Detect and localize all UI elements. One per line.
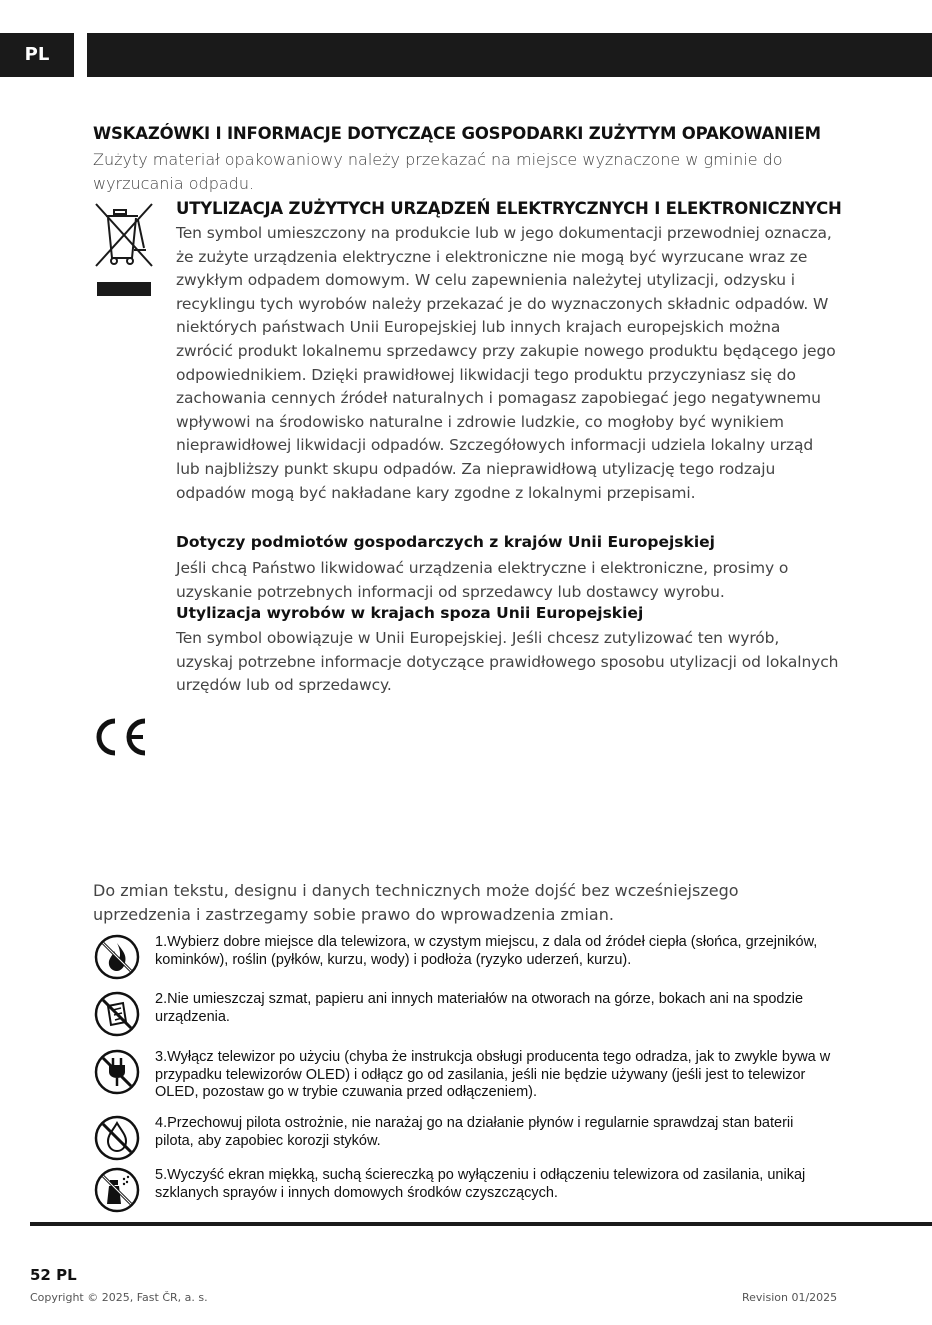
tip-item	[93, 1048, 833, 1098]
no-spray-icon	[93, 1166, 141, 1214]
footer-divider	[30, 1222, 932, 1226]
copyright: Copyright © 2025, Fast ČR, a. s.	[30, 1291, 208, 1304]
page-number: 52 PL	[30, 1266, 77, 1284]
tip-text: 1.Wybierz dobre miejsce dla telewizora, w czystym miejscu, z dala od źródeł ciepła (słońca, grzejników, kominków), roślin (pyłków, kurzu, wody) i podłoża (ryzyko uderzeń, kurzu).	[155, 934, 818, 968]
packaging-heading: WSKAZÓWKI I INFORMACJE DOTYCZĄCE GOSPODARKI ZUŻYTYM OPAKOWANIEM	[93, 124, 821, 143]
packaging-text: Zużyty materiał opakowaniowy należy przekazać na miejsce wyznaczone w gminie do wyrzucania odpadu.	[93, 150, 783, 193]
weee-text: Ten symbol umieszczony na produkcie lub w jego dokumentacji przewodniej oznacza, że zużyte urządzenia elektryczne i elektroniczne nie mogą być wyrzucane wraz ze zwykłym odpadem domowym. W celu zapewnienia należytej utylizacji, odzysku i recyklingu tych wyrobów należy przekazać je do wyznaczonych składnic odpadów. W niektórych państwach Unii Europejskiej lub innych krajach europejskich można zwrócić produkt lokalnemu sprzedawcy przy zakupie nowego produktu będącego jego odpowiednikiem. Dzięki prawidłowej likwidacji tego produktu przyczyniasz się do zachowania cennych źródeł naturalnych i pomagasz zapobiegać jego negatywnemu wpływowi na środowisko naturalne i zdrowie ludzkie, co mogłoby być wynikiem nieprawidłowej likwidacji odpadów. Szczegółowych informacji udziela lokalny urząd lub najbliższy punkt skupu odpadów. Za nieprawidłową utylizację tego rodzaju odpadów mogą być nakładane kary zgodne z lokalnymi przepisami.	[176, 224, 836, 502]
tip-text: 3.Wyłącz telewizor po użyciu (chyba że instrukcja obsługi producenta tego odradza, jak to zwykle bywa w przypadku telewizorów OLED) i odłącz go od zasilania, jeśli nie będzie używany (jeśli jest to telewizor OLED, pozostaw go w trybie czuwania przed odłączeniem).	[155, 1049, 831, 1100]
changes-notice: Do zmian tekstu, designu i danych technicznych może dojść bez wcześniejszego uprzedzenia i zastrzegamy sobie prawo do wprowadzenia zmian.	[93, 881, 739, 924]
ce-mark-icon	[93, 717, 149, 757]
no-liquid-icon	[93, 1114, 141, 1162]
header-bar	[87, 33, 932, 77]
non-eu-text: Ten symbol obowiązuje w Unii Europejskiej. Jeśli chcesz zutylizować ten wyrób, uzyskaj potrzebne informacje dotyczące prawidłowego sposobu utylizacji od lokalnych urzędów lub od sprzedawcy.	[176, 629, 839, 695]
no-cover-icon	[93, 990, 141, 1038]
crossed-bin-icon	[90, 200, 158, 298]
tip-text: 2.Nie umieszczaj szmat, papieru ani innych materiałów na otworach na górze, bokach ani na spodzie urządzenia.	[155, 991, 804, 1025]
no-fire-icon	[93, 933, 141, 981]
eu-business-text: Jeśli chcą Państwo likwidować urządzenia elektryczne i elektroniczne, prosimy o uzyskanie potrzebnych informacji od sprzedawcy lub dostawcy wyrobu.	[176, 559, 789, 601]
revision: Revision 01/2025	[742, 1291, 838, 1304]
tip-item	[93, 1114, 833, 1164]
tip-item	[93, 1166, 833, 1216]
weee-heading: UTYLIZACJA ZUŻYTYCH URZĄDZEŃ ELEKTRYCZNYCH I ELEKTRONICZNYCH	[176, 199, 842, 218]
non-eu-heading: Utylizacja wyrobów w krajach spoza Unii Europejskiej	[176, 604, 644, 622]
eu-business-heading: Dotyczy podmiotów gospodarczych z krajów Unii Europejskiej	[176, 533, 715, 551]
language-label: PL	[0, 33, 74, 77]
unplug-icon	[93, 1048, 141, 1096]
tip-text: 4.Przechowuj pilota ostrożnie, nie narażaj go na działanie płynów i regularnie sprawdzaj stan baterii pilota, aby zapobiec korozji styków.	[155, 1115, 794, 1149]
tip-item	[93, 990, 833, 1040]
tip-text: 5.Wyczyść ekran miękką, suchą ściereczką po wyłączeniu i odłączeniu telewizora od zasilania, unikaj szklanych sprayów i innych domowych środków czyszczących.	[155, 1167, 806, 1201]
tip-item	[93, 933, 833, 983]
